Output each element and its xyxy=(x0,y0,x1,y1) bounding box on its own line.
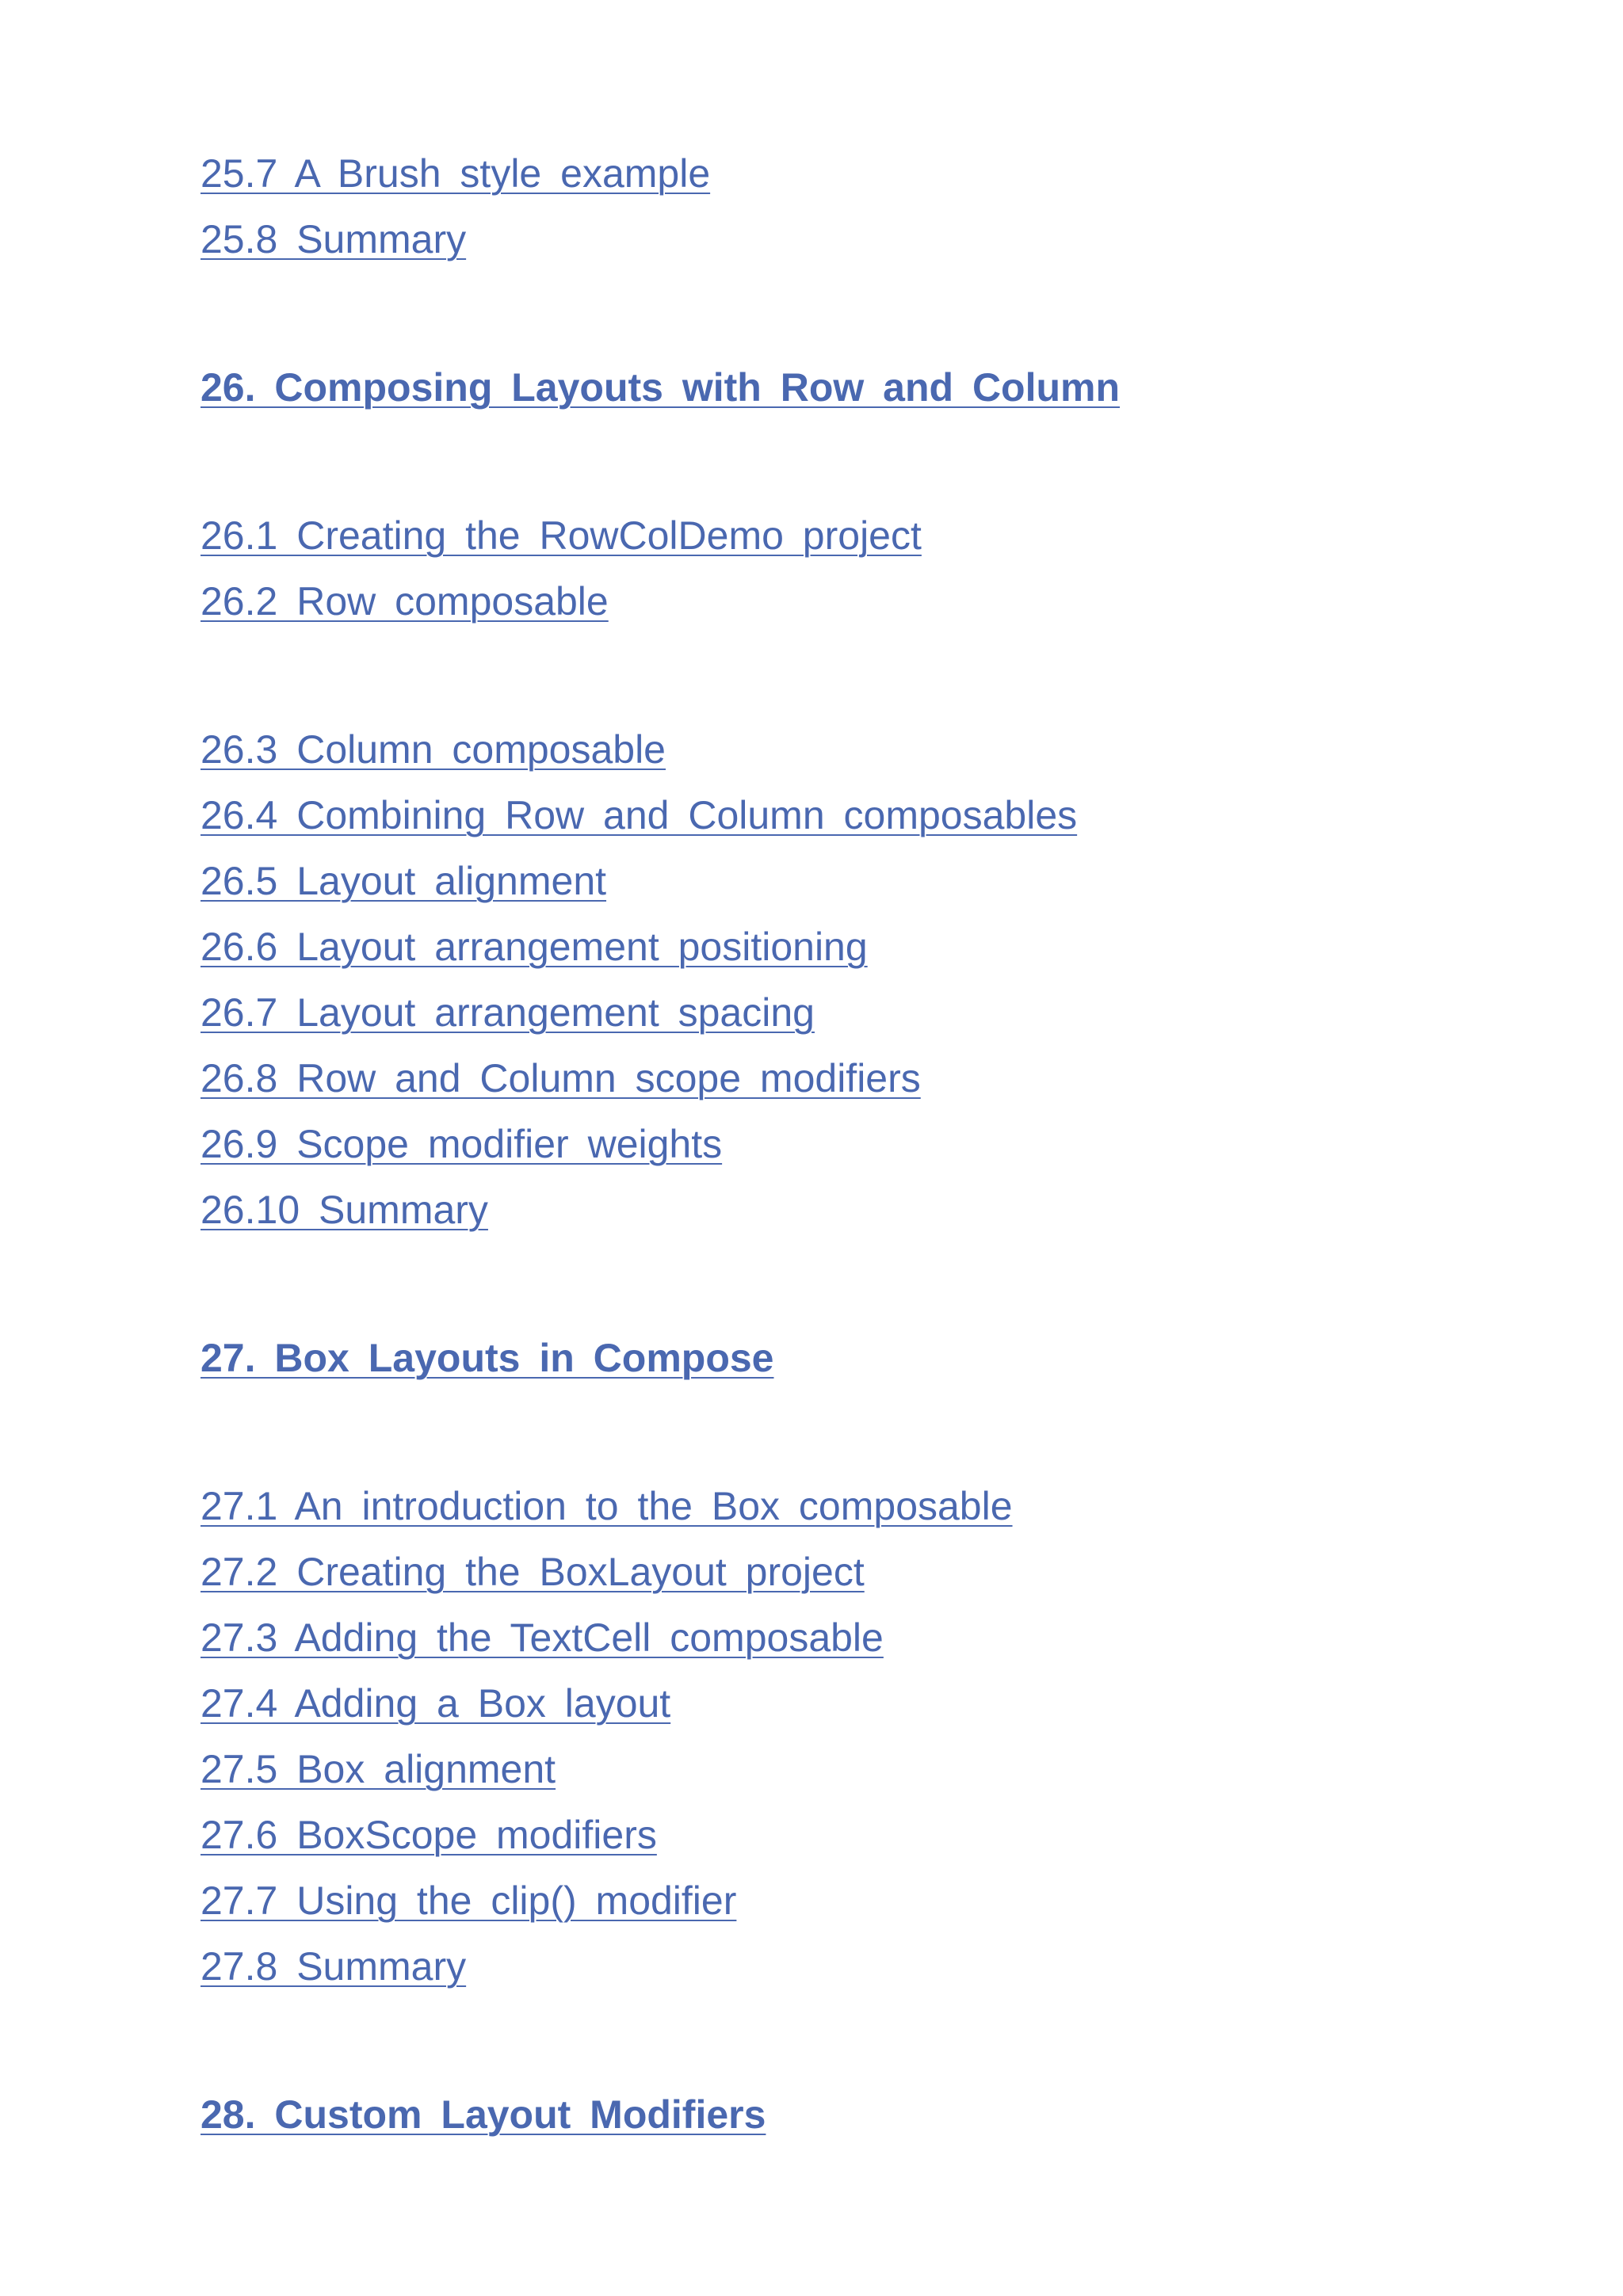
toc-link-27-8[interactable]: 27.8 Summary xyxy=(200,1944,467,1989)
toc-chapter-28[interactable]: 28. Custom Layout Modifiers xyxy=(200,2092,766,2137)
toc-link-26-10[interactable]: 26.10 Summary xyxy=(200,1188,488,1232)
toc-link-27-6[interactable]: 27.6 BoxScope modifiers xyxy=(200,1813,657,1857)
toc-link-27-3[interactable]: 27.3 Adding the TextCell composable xyxy=(200,1615,884,1660)
toc-link-26-3[interactable]: 26.3 Column composable xyxy=(200,727,666,772)
toc-link-26-7[interactable]: 26.7 Layout arrangement spacing xyxy=(200,990,815,1035)
toc-link-26-6[interactable]: 26.6 Layout arrangement positioning xyxy=(200,925,868,969)
toc-link-26-4[interactable]: 26.4 Combining Row and Column composables xyxy=(200,793,1078,837)
toc-chapter-27[interactable]: 27. Box Layouts in Compose xyxy=(200,1336,774,1380)
toc-link-27-5[interactable]: 27.5 Box alignment xyxy=(200,1747,556,1791)
toc-link-27-4[interactable]: 27.4 Adding a Box layout xyxy=(200,1681,671,1726)
toc-link-25-8[interactable]: 25.8 Summary xyxy=(200,217,467,261)
toc-link-27-7[interactable]: 27.7 Using the clip() modifier xyxy=(200,1878,737,1923)
toc-link-27-1[interactable]: 27.1 An introduction to the Box composable xyxy=(200,1484,1013,1528)
toc-link-27-2[interactable]: 27.2 Creating the BoxLayout project xyxy=(200,1550,865,1594)
toc-link-26-9[interactable]: 26.9 Scope modifier weights xyxy=(200,1122,723,1166)
toc-link-26-8[interactable]: 26.8 Row and Column scope modifiers xyxy=(200,1056,921,1100)
toc-link-26-2[interactable]: 26.2 Row composable xyxy=(200,579,609,624)
toc-link-26-5[interactable]: 26.5 Layout alignment xyxy=(200,859,607,903)
toc-link-25-7[interactable]: 25.7 A Brush style example xyxy=(200,151,711,196)
toc-chapter-26[interactable]: 26. Composing Layouts with Row and Column xyxy=(200,365,1121,410)
toc-link-26-1[interactable]: 26.1 Creating the RowColDemo project xyxy=(200,513,922,558)
